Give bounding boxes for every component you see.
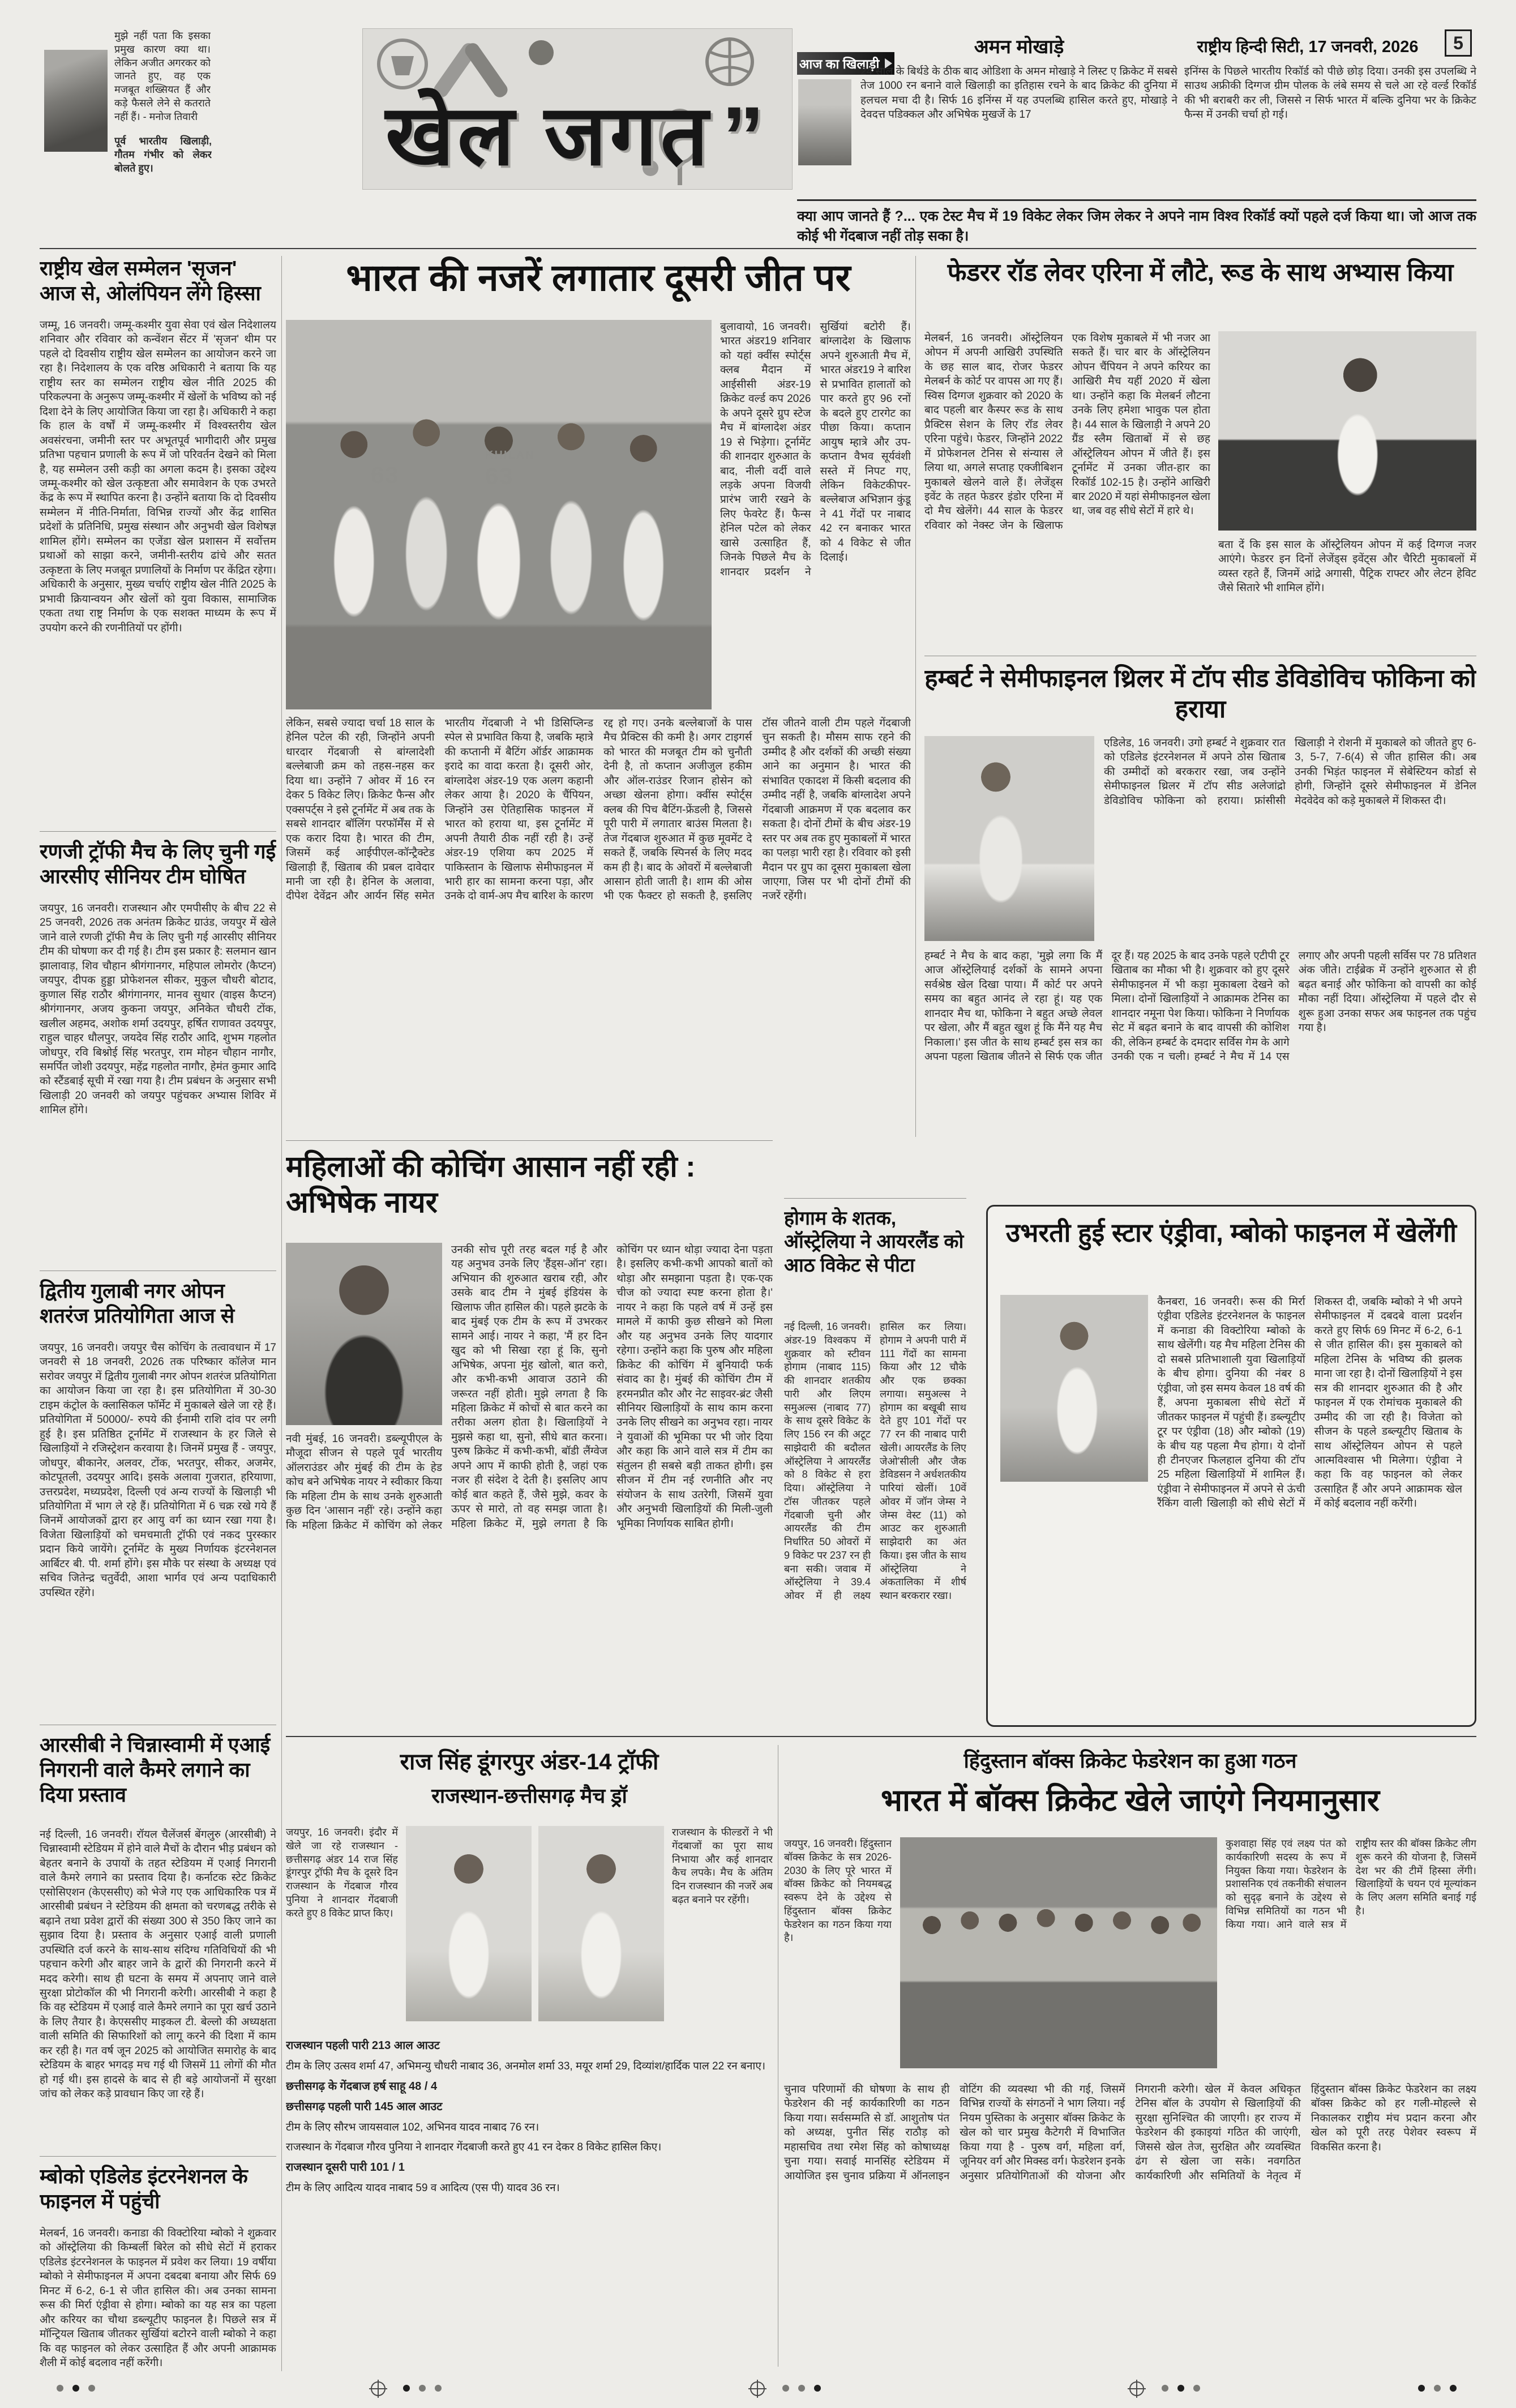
score-line: टीम के लिए सौरभ जायसवाल 102, अभिनव यादव नाबाद 76 रन। [286, 2122, 539, 2133]
football-pentagon-icon [391, 56, 414, 75]
divider [784, 1198, 966, 1199]
u14-body-left: जयपुर, 16 जनवरी। इंदौर में खेले जा रहे राजस्थान - छत्तीसगढ़ अंडर 14 राज सिंह डूंगरपुर ट्रॉफी मैच के दूसरे दिन राजस्थान के गेंदबाज गौरव पुनिया ने शानदार गेंदबाजी करते हुए 8 विकेट प्राप्त किए। [286, 1827, 398, 1919]
column-rule [915, 256, 916, 1137]
score-line: छत्तीसगढ़ के गेंदबाज हर्ष साहू 48 / 4 [286, 2080, 438, 2093]
federer-body-1: मेलबर्न, 16 जनवरी। ऑस्ट्रेलियन ओपन में अपनी आखिरी उपस्थिति के छह साल बाद, रोजर फेडरर मेलबर्न के कोर्ट पर वापस आ गए हैं। स्विस दिग्गज शुक्रवार को 2020 के बाद पहली बार कैस्पर रूड के साथ प्रैक्टिस सेशन के लिए रॉड लेवर एरिना पहुंचे। फेडरर, जिन्होंने 2022 में प्रोफेशनल टेनिस से संन्यास ले लिया था, अगले सप्ताह एक्जीबिशन मुकाबले खेलने वाले हैं। लेजेंड्स इवेंट के तहत फेडरर इंडोर एरिना में दो मैच खेलेंगे। 44 साल के फेडरर रविवार को नेक्स्ट जेन के खिलाफ एक विशेष मुकाबले में भी नजर आ सकते हैं। चार बार के ऑस्ट्रेलियन ओपन चैंपियन ने अपने करियर का आखिरी मैच यहीं 2020 में खेला था। उन्होंने कहा कि मेलबर्न लौटना उनके लिए हमेशा भावुक पल होता है। 44 साल के खिलाड़ी ने अपने 20 ग्रैंड स्लैम खिताबों में से छह ऑस्ट्रेलियन ओपन में जीते हैं। इस टूर्नामेंट में उनका जीत-हार का रिकॉर्ड 102-15 है। उन्होंने आखिरी बार 2020 में यहां सेमीफाइनल खेला था, जब वह सीधे सेटों में हारे थे। [924, 332, 1210, 532]
score-line: राजस्थान के गेंदबाज गौरव पुनिया ने शानदार गेंदबाजी करते हुए 41 रन देकर 8 विकेट हासिल किए। [286, 2141, 662, 2154]
print-marks [1418, 2385, 1457, 2392]
federer-body-2: बता दें कि इस साल के ऑस्ट्रेलियन ओपन में कई दिग्गज नजर आएंगे। फेडरर इन दिनों लेजेंड्स इवेंट्स और चैरिटी मुकाबलों में व्यस्त रहते हैं, जिनमें आंद्रे अगासी, पैट्रिक राफ्टर और लेटन हेविट जैसे सितारे भी शामिल होंगे। [1218, 539, 1476, 594]
boxcricket-headline: भारत में बॉक्स क्रिकेट खेले जाएंगे नियमानुसार [881, 1783, 1380, 1817]
score-line: राजस्थान पहली पारी 213 आल आउट [286, 2039, 440, 2052]
u14-headline-1: राज सिंह डूंगरपुर अंडर-14 ट्रॉफी [400, 1750, 659, 1774]
andreeva-box [986, 1205, 1476, 1727]
registration-mark-icon [371, 2381, 386, 2396]
print-marks [57, 2385, 95, 2392]
humbert-body-1: एडिलेड, 16 जनवरी। उगो हम्बर्ट ने शुक्रवार रात को एडिलेड इंटरनेशनल में अपने ठोस खिताब की उम्मीदों को बरकरार रखा, जब उन्होंने सेमीफाइनल थ्रिलर में टॉप सीड अलेजांद्रो डेविडोविच फोकिना को हराया। फ्रांसीसी खिलाड़ी ने रोशनी में मुकाबले को जीतते हुए 6-3, 5-7, 7-6(4) से जीत हासिल की। अब उनकी भिड़ंत फाइनल में सेबेस्टियन कोर्डा से होगी, जिन्होंने दूसरे सेमीफाइनल में डेनिल मेदवेदेव को कड़े मुकाबले में शिकस्त दी। [1104, 737, 1476, 807]
left-article-1-body: जम्मू, 16 जनवरी। जम्मू-कश्मीर युवा सेवा एवं खेल निदेशालय शनिवार और रविवार को कन्वेंशन सेंटर में 'सृजन' थीम पर पहले दो दिवसीय राष्ट्रीय खेल सम्मेलन का आयोजन करने जा रहा है। निदेशालय के एक वरिष्ठ अधिकारी ने बताया कि यह राष्ट्रीय स्तर का सम्मेलन राष्ट्रीय खेल नीति 2025 की परिकल्पना के अनुरूप जम्मू-कश्मीर में खेलों के भविष्य को नई दिशा देने के लिए आयोजित किया जा रहा है। अधिकारी ने कहा कि हाल के वर्षों में जम्मू-कश्मीर में विश्वस्तरीय खेल अवसंरचना, जमीनी स्तर पर अभूतपूर्व भागीदारी और प्रमुख प्रतिभा पहचान प्रणाली के रूप में जो परिवर्तन देखने को मिला है, यह सम्मेलन उसी कड़ी का अगला कदम है। इसका उद्देश्य जम्मू-कश्मीर को खेल उत्कृष्टता और समावेशन के एक उभरते केंद्र के रूप में स्थापित करना है। उन्होंने बताया कि दो दिवसीय सम्मेलन में नीति-निर्माता, विभिन्न राज्यों और केंद्र शासित प्रदेशों के प्रतिनिधि, प्रमुख संस्थान और अनुभवी खेल विशेषज्ञ शामिल होंगे। सम्मेलन का एजेंडा खेल प्रशासन में सर्वोत्तम प्रथाओं को साझा करने, जमीनी-स्तरीय ढांचे और सतत उत्कृष्टता के लिए मजबूत प्रणालियों के निर्माण पर केंद्रित रहेगा। अधिकारी के अनुसार, मुख्य चर्चाएं राष्ट्रीय खेल नीति 2025 के प्रभावी क्रियान्वयन और खेलों को युवा विकास, सामाजिक एकता तथा राष्ट्र निर्माण के एक सशक्त माध्यम के रूप में उपयोग करने की रणनीतियों पर होंगी। [40, 319, 276, 634]
print-marks [782, 2385, 821, 2392]
andreeva-headline: उभरती हुई स्टार एंड्रीवा, म्बोको फाइनल में खेलेंगी [1005, 1218, 1457, 1247]
jersey-number: 63 [371, 461, 400, 488]
andreeva-photo [1000, 1295, 1148, 1482]
andreeva-body [1000, 1295, 1462, 1696]
boxcricket-body-2: कुशवाहा सिंह एवं लक्ष्य पंत को कार्यकारिणी सदस्य के रूप में नियुक्त किया गया। फेडरेशन के प्रशासनिक एवं तकनीकी संचालन को सुदृढ़ बनाने के उद्देश्य से विभिन्न समितियों का गठन भी किया गया। आने वाले सत्र में राष्ट्रीय स्तर की बॉक्स क्रिकेट लीग शुरू करने की योजना है, जिसमें देश भर की टीमें हिस्सा लेंगी। खिलाड़ियों के चयन एवं मूल्यांकन के लिए अलग समिति बनाई गई है। [1226, 1838, 1476, 1930]
score-line: टीम के लिए आदित्य यादव नाबाद 59 व आदित्य (एस पी) यादव 36 रन। [286, 2182, 560, 2195]
lead-body-bottom: लेकिन, सबसे ज्यादा चर्चा 18 साल के हेनिल पटेल की रही, जिन्होंने अपनी धारदार गेंदबाजी से बांग्लादेशी बल्लेबाजी क्रम को तहस-नहस कर दिया था। उन्होंने 7 ओवर में 16 रन देकर 5 विकेट लिए। क्रिकेट फैन्स और एक्सपर्ट्स ने इसे टूर्नामेंट में अब तक के सबसे शानदार बॉलिंग परफॉर्मेंस में से एक करार दिया है। भारत की टीम, जिसमें कई आईपीएल-कॉन्ट्रैक्टेड खिलाड़ी हैं, खिताब की प्रबल दावेदार मानी जा रही है। हेनिल के अलावा, दीपेश देवेंद्रन और आर्यन सिंह समेत भारतीय गेंदबाजी ने भी डिसिप्लिन्ड स्पेल से प्रभावित किया है, जबकि म्हात्रे की कप्तानी में बैटिंग ऑर्डर आक्रामक इरादे का वादा करता है। दूसरी ओर, बांग्लादेश अंडर-19 एक अलग कहानी लेकर आया है। 2020 के चैंपियन, जिन्होंने उस ऐतिहासिक फाइनल में भारत को हराया था, इस टूर्नामेंट में अपनी तैयारी ठीक नहीं रही है। उन्हें अंडर-19 एशिया कप 2025 में पाकिस्तान के खिलाफ सेमीफाइनल में भारी हार का सामना करना पड़ा, और उनके दो वार्म-अप मैच बारिश के कारण रद्द हो गए। उनके बल्लेबाजों के पास मैच प्रैक्टिस की कमी है। अगर टाइगर्स को भारत की मजबूत टीम को चुनौती देनी है, तो कप्तान अजीजुल हकीम और ऑल-राउंडर रिजान होसेन को अच्छा खेलना होगा। क्वींस स्पोर्ट्स क्लब की पिच बैटिंग-फ्रेंडली है, जिससे पूरी पारी में लगातार बाउंस मिलता है। तेज गेंदबाज शुरुआत में कुछ मूवमेंट दे सकते हैं, जबकि स्पिनर्स के लिए मदद कम ही है। बाद के ओवरों में बल्लेबाजी आसान होती जाती है। शाम की ओस भी एक फैक्टर हो सकती है, इसलिए टॉस जीतने वाली टीम पहले गेंदबाजी चुन सकती है। मौसम साफ रहने की उम्मीद है और दर्शकों की अच्छी संख्या आने का अनुमान है। भारत की संभावित एकादश में किसी बदलाव की उम्मीद नहीं है, जबकि बांग्लादेश अपने गेंदबाजी आक्रमण में एक बदलाव कर सकता है। दोनों टीमों के बीच अंडर-19 स्तर पर अब तक हुए मुकाबलों में भारत का पलड़ा भारी रहा है। रविवार को इसी मैदान पर ग्रुप का दूसरा मुकाबला खेला जाएगा, जिस पर भी दोनों टीमों की नजरें रहेंगी। [286, 717, 911, 903]
player-of-day-text-1: 24 साल के बिर्थडे के ठीक बाद ओडिशा के अमन मोखाड़े ने लिस्ट ए क्रिकेट में सबसे तेज 1000 रन बनाने वाले खिलाड़ी का इतिहास रचने के बाद क्रिकेट की दुनिया में हलचल मचा दी है। सिर्फ 16 इनिंग्स में यह उपलब्धि हासिल करते हुए, मोखाड़े ने देवदत्त पडिक्कल और अभिषेक मुखर्जे के 17 [860, 66, 1177, 121]
u14-photo-1 [406, 1826, 532, 2021]
quote-speaker-photo [44, 50, 108, 152]
registration-mark-icon [750, 2381, 765, 2396]
score-line: छत्तीसगढ़ पहली पारी 145 आल आउट [286, 2101, 443, 2114]
section-rule [286, 1736, 1476, 1737]
did-you-know: क्या आप जानते हैं ?... एक टेस्ट मैच में 19 विकेट लेकर जिम लेकर ने अपने नाम विश्व रिकॉर्ड क्यों पहले दर्ज किया था। जो आज तक कोई भी गेंदबाज नहीं तोड़ सका है। [797, 199, 1476, 247]
federer-photo [1218, 331, 1476, 531]
u14-body-right: राजस्थान के फील्डरों ने भी गेंदबाजों का पूरा साथ निभाया और कई शानदार कैच लपके। मैच के अंतिम दिन राजस्थान की नजरें अब बढ़त बनाने पर रहेंगी। [672, 1827, 773, 1905]
boxcricket-body-3: चुनाव परिणामों की घोषणा के साथ ही फेडरेशन की नई कार्यकारिणी का गठन किया गया। सर्वसम्मति से डॉ. आशुतोष पंत को अध्यक्ष, पुनीत सिंह राठौड़ को महासचिव तथा रमेश सिंह को कोषाध्यक्ष चुना गया। सवाई मानसिंह स्टेडियम में आयोजित इस चुनाव प्रक्रिया में ऑनलाइन वोटिंग की व्यवस्था भी की गई, जिसमें विभिन्न राज्यों के संगठनों ने भाग लिया। नई नियम पुस्तिका के अनुसार बॉक्स क्रिकेट के खेल को चार प्रमुख कैटेगरी में विभाजित किया गया है - पुरुष वर्ग, महिला वर्ग, जूनियर वर्ग और मिक्स्ड वर्ग। फेडरेशन इनके अनुसार प्रतियोगिताओं की योजना और निगरानी करेगी। खेल में केवल अधिकृत टेनिस बॉल के उपयोग से खिलाड़ियों की सुरक्षा सुनिश्चित की जाएगी। हर राज्य में फेडरेशन की इकाइयां गठित की जाएंगी, जिससे खेल तेज, सुरक्षित और व्यवस्थित ढंग से खेला जा सके। नवगठित कार्यकारिणी और समितियों के नेतृत्व में हिंदुस्तान बॉक्स क्रिकेट फेडरेशन का लक्ष्य बॉक्स क्रिकेट को हर गली-मोहल्ले से निकालकर राष्ट्रीय मंच प्रदान करना और खेल को पूरी तरह पेशेवर स्वरूप में विकसित करना है। [784, 2084, 1476, 2182]
left-article-3-body: जयपुर, 16 जनवरी। जयपुर चैस कोचिंग के तत्वावधान में 17 जनवरी से 18 जनवरी, 2026 तक परिष्कार कॉलेज मान सरोवर जयपुर में द्वितीय गुलाबी नगर ओपन शतरंज प्रतियोगिता का आयोजन किया जा रहा है। इस प्रतियोगिता में 30-30 टाइम कंट्रोल के क्लासिकल फॉर्मेट में मुकाबले खेले जा रहे हैं। प्रतियोगिता में 50000/- रुपये की ईनामी राशि दांव पर लगी हुई है। इस प्रतिष्ठित टूर्नामेंट में राजस्थान के हर जिले से खिलाड़ियों ने रजिस्ट्रेशन करवाया है। जिनमें प्रमुख हैं - जयपुर, जोधपुर, बीकानेर, अलवर, टोंक, भरतपुर, सीकर, अजमेर, कोटपूतली, उदयपुर आदि। इसके अलावा गुजरात, हरियाणा, उत्तरप्रदेश, मध्यप्रदेश, दिल्ली एवं अन्य राज्यों के खिलाड़ी भी प्रतियोगिता में भाग ले रहे हैं। प्रतियोगिता में 6 चक्र रखे गये हैं जिनमें आयोजकों द्वारा हर आयु वर्ग का ध्यान रखा गया है। विजेता खिलाड़ियों को चमचमाती ट्रॉफी एवं नकद पुरस्कार प्रदान किये जायेंगे। टूर्नामेंट के मुख्य निर्णायक इंटरनेशनल आर्बिटर बी. पी. शर्मा होंगे। इस मौके पर संस्था के अध्यक्ष एवं सचिव जितेन्द्र चतुर्वेदी, आशा भार्गव एवं अन्य पदाधिकारी उपस्थित रहेंगे। [40, 1342, 276, 1599]
humbert-headline: हम्बर्ट ने सेमीफाइनल थ्रिलर में टॉप सीड डेविडोविच फोकिना को हराया [924, 665, 1476, 723]
boxcricket-kicker: हिंदुस्तान बॉक्स क्रिकेट फेडरेशन का हुआ गठन [963, 1749, 1297, 1772]
left-article-2-body: जयपुर, 16 जनवरी। राजस्थान और एमपीसीए के बीच 22 से 25 जनवरी, 2026 तक अनंतम क्रिकेट ग्राउंड, जयपुर में खेले जाने वाले रणजी ट्रॉफी मैच के लिए चुनी गई आरसीए सीनियर टीम की घोषणा कर दी गई है। टीम इस प्रकार है: सलमान खान झालावाड़, शिव चौहान श्रीगंगानगर, महिपाल लोमरोर (कैप्टन) जयपुर, दीपक हुड्डा प्रोफेशनल सीकर, मुकुल चौधरी बोटाद, कुणाल सिंह राठौर श्रीगंगानगर, मानव सुथार (वाइस कैप्टन) श्रीगंगानगर, अजय कुकना जयपुर, अनिकेत चौधरी टोंक, खलील अहमद, अशोक शर्मा उदयपुर, हर्षित राणावत उदयपुर, राहुल चाहर धौलपुर, जयदेव सिंह राठौर आदि, शुभम गहलोत जोधपुर, रवि बिश्नोई सिंह भरतपुर, राम मोहन चौहान नागौर, समर्पित जोशी उदयपुर, महेंद्र गहलोत नागौर, हेमंत कुमार आदि को स्टैंडबाई सूची में रखा गया है। टीम प्रबंधन के अनुसार सभी खिलाड़ी 20 जनवरी को जयपुर पहुंचकर अभ्यास शिविर में शामिल होंगे। [40, 903, 276, 1117]
masthead [362, 28, 793, 190]
u14-headline-2: राजस्थान-छत्तीसगढ़ मैच ड्रॉ [431, 1784, 627, 1807]
lead-body-side: बुलावायो, 16 जनवरी। भारत अंडर19 शनिवार को यहां क्वींस स्पोर्ट्स क्लब मैदान में आईसीसी अंडर-19 क्रिकेट वर्ल्ड कप 2026 के अपने दूसरे ग्रुप स्टेज मैच में बांग्लादेश अंडर 19 से भिड़ेगा। टूर्नामेंट की शानदार शुरुआत के बाद, नीली वर्दी वाले लड़के अपना विजयी प्रारंभ जारी रखने के लिए फेवरेट हैं। फैन्स हेनिल पटेल को लेकर खासे उत्साहित हैं, जिनके पिछले मैच के शानदार प्रदर्शन ने सुर्खियां बटोरी हैं। बांग्लादेश के खिलाफ अपने शुरुआती मैच में, भारत अंडर19 ने बारिश से प्रभावित हालातों को पार करते हुए 96 रनों के बदले हुए टारगेट का पीछा किया। कप्तान आयुष म्हात्रे और उप-कप्तान वैभव सूर्यवंशी सस्ते में निपट गए, लेकिन विकेटकीपर-बल्लेबाज अभिज्ञान कुंडू ने 41 गेंदों पर नाबाद 42 रन बनाकर भारत को 4 विकेट से जीत दिलाई। [720, 321, 911, 578]
left-article-1-headline: राष्ट्रीय खेल सम्मेलन 'सृजन' आज से, ओलंपियन लेंगे हिस्सा [40, 256, 261, 305]
column-rule [281, 256, 282, 2371]
left-article-4-body: नई दिल्ली, 16 जनवरी। रॉयल चैलेंजर्स बेंगलुरु (आरसीबी) ने चिन्नास्वामी स्टेडियम में होने वाले मैचों के दौरान भीड़ प्रबंधन को बेहतर बनाने के उपायों के तहत स्टेडियम में एआई निगरानी वाले कैमरे लगाने का प्रस्ताव दिया है। कर्नाटक स्टेट क्रिकेट एसोसिएशन (केएससीए) को भेजे गए एक आधिकारिक पत्र में आरसीबी प्रबंधन ने स्टेडियम की क्षमता को चरणबद्ध तरीके से बढ़ाने तथा प्रवेश द्वारों की संख्या 300 से 350 किए जाने का सुझाव दिया है। प्रस्ताव के अनुसार एआई वाली प्रणाली उपस्थिति दर्ज करने के साथ-साथ संदिग्ध गतिविधियों की भी पहचान करेगी और बाहर जाने के द्वारों की निगरानी करने में मदद करेगी। साथ ही घटना के समय में अपनाए जाने वाले सुरक्षा प्रोटोकॉल की भी निगरानी करेगी। आरसीबी ने कहा है कि वह स्टेडियम में एआई वाले कैमरे लगाने का पूरा खर्च उठाने के लिए तैयार है। केएससीए माइकल टी. बेल्लो की अध्यक्षता वाली समिति की सिफारिशों को लागू करने की दिशा में काम कर रही है। गत वर्ष जून 2025 को आयोजित समारोह के बाद स्टेडियम के बाहर भगदड़ मच गई थी जिसमें 11 लोगों की मौत हो गई थी। इस हादसे के बाद से ही बड़े आयोजनों में सुरक्षा जांच को लेकर कड़े प्रावधान किए जा रहे हैं। [40, 1829, 276, 2101]
left-article-5-body: मेलबर्न, 16 जनवरी। कनाडा की विक्टोरिया म्बोको ने शुक्रवार को ऑस्ट्रेलिया की किम्बर्ली बिरेल को सीधे सेटों में हराकर एडिलेड इंटरनेशनल के फाइनल में प्रवेश कर लिया। 19 वर्षीया म्बोको ने सेमीफाइनल में अपना दबदबा बनाया और सिर्फ 69 मिनट में 6-2, 6-1 से जीत हासिल की। अब उनका सामना रूस की मिर्रा एंड्रीवा से होगा। म्बोको का यह सत्र का पहला और करियर का चौथा डब्ल्यूटीए फाइनल है। पिछले सत्र में मॉन्ट्रियल खिताब जीतकर सुर्खियां बटोरने वाली म्बोको ने कहा कि वह फाइनल को लेकर उत्साहित हैं और अपनी आक्रामक शैली में कोई बदलाव नहीं करेंगी। [40, 2227, 276, 2369]
jersey-number: 63 [485, 463, 514, 489]
edition-line: राष्ट्रीय हिन्दी सिटी, 17 जनवरी, 2026 [1197, 38, 1419, 56]
player-of-day-text-2: इनिंग्स के पिछले भारतीय रिकॉर्ड को पीछे छोड़ दिया। उनकी इस उपलब्धि ने साउथ अफ्रीकी दिग्गज ग्रीम पोलक के लंबे समय से चले आ रहे वर्ल्ड रिकॉर्ड की भी बराबरी कर ली, जिससे न सिर्फ भारत में बल्कि दुनिया भर के क्रिकेट फैन्स में उनकी चर्चा हो गई। [1184, 66, 1476, 121]
player-of-day-label: आज का खिलाड़ी [799, 57, 880, 71]
nayar-headline: महिलाओं की कोचिंग आसान नहीं रही : अभिषेक नायर [286, 1150, 696, 1220]
nayar-body [286, 1243, 773, 1725]
player-of-day-photo [798, 79, 851, 165]
jersey-name: KHILAN [485, 449, 535, 461]
divider [40, 2156, 276, 2157]
humbert-body-2: हम्बर्ट ने मैच के बाद कहा, 'मुझे लगा कि मैं आज ऑस्ट्रेलियाई दर्शकों के सामने अपना सर्वश्रेष्ठ खेल दिखा पाया। मैं कोर्ट पर अपने समय का बहुत आनंद ले रहा हूं। यह एक शानदार मैच था, फोकिना ने बहुत अच्छे लेवल पर खेला, और मैं बहुत खुश हूं कि मैंने यह मैच निकाला।' इस जीत के साथ हम्बर्ट इस सत्र का अपना पहला खिताब जीतने से सिर्फ एक जीत दूर हैं। यह 2025 के बाद उनके पहले एटीपी टूर खिताब का मौका भी है। शुक्रवार को हुए दूसरे सेमीफाइनल में भी कड़ा मुकाबला देखने को मिला। दोनों खिलाड़ियों ने आक्रामक टेनिस का शानदार नमूना पेश किया। फोकिना ने निर्णायक सेट में बढ़त बनाने के बाद वापसी की कोशिश की, लेकिन हम्बर्ट के दमदार सर्विस गेम के आगे उनकी एक न चली। हम्बर्ट ने मैच में 14 एस लगाए और अपनी पहली सर्विस पर 78 प्रतिशत अंक जीते। टाईब्रेक में उन्होंने शुरुआत से ही बढ़त बनाई और फोकिना को वापसी का कोई मौका नहीं दिया। ऑस्ट्रेलिया में पहले दौर से शुरू हुआ उनका सफर अब फाइनल तक पहुंच गया है। [924, 950, 1476, 1063]
federer-headline: फेडरर रॉड लेवर एरिना में लौटे, रूड के साथ अभ्यास किया [947, 259, 1454, 286]
masthead-title: खेल जगत ” [386, 94, 768, 179]
pull-quote: मुझे नहीं पता कि इसका प्रमुख कारण क्या था। लेकिन अजीत अगरकर को जानते हुए, वह एक मजबूत शख्सियत हैं और कड़े फैसले लेने से कतराते नहीं हैं। - मनोज तिवारी [114, 30, 211, 122]
print-marks [1162, 2385, 1200, 2392]
cricket-ball-icon [529, 40, 554, 65]
nayar-body-text: नवी मुंबई, 16 जनवरी। डब्ल्यूपीएल के मौजूदा सीजन से पहले पूर्व भारतीय ऑलराउंडर और मुंबई की टीम के हेड कोच बने अभिषेक नायर ने स्वीकार किया कि महिला टीम के साथ उनके शुरुआती कुछ दिन 'आसान नहीं' रहे। उन्होंने कहा कि महिला क्रिकेट में कोचिंग को लेकर उनकी सोच पूरी तरह बदल गई है और यह अनुभव उनके लिए 'हैंड्स-ऑन' रहा। अभियान की शुरुआत खराब रही, और उसके बाद टीम ने मुंबई इंडियंस के खिलाफ जीत हासिल की। पहले झटके के बाद मुंबई एक टीम के रूप में उभरकर सामने आई। नायर ने कहा, 'मैं हर दिन खुद को भी सिखा रहा हूं कि, सुनो अभिषेक, अपना मुंह खोलो, बात करो, और कभी-कभी आवाज उठाने की जरूरत नहीं होती। मुझे लगता है कि महिला क्रिकेट में कोचों से बात करने का तरीका अलग होता है। खिलाड़ियों ने मुझसे कहा था, सुनो, सीधे बात करना। पुरुष क्रिकेट में कभी-कभी, बॉडी लैंग्वेज अपने आप में काफी होती है, जहां एक नजर ही संदेश दे देती है। इसलिए आप कोई बात कहते हैं, जैसे मुझे, कवर के ऊपर से मारो, तो वह समझ जाता है। महिला क्रिकेट में, मुझे लगता है कि कोचिंग पर ध्यान थोड़ा ज्यादा देना पड़ता है। इसलिए कभी-कभी आपको बातों को थोड़ा और समझाना पड़ता है। एक-एक चीज को ज्यादा स्पष्ट करना होता है।' नायर ने कहा कि पहले वर्ष में उन्हें इस मामले में काफी कुछ सीखने को मिला और यह अनुभव उनके लिए यादगार रहेगा। उन्होंने कहा कि पुरुष और महिला क्रिकेट की कोचिंग में बुनियादी फर्क संवाद का है। मुंबई की कोचिंग टीम में हरमनप्रीत कौर और नेट साइवर-ब्रंट जैसी सीनियर खिलाड़ियों के साथ काम करना उनके लिए सीखने का अनुभव रहा। नायर ने युवाओं की भूमिका पर भी जोर दिया और कहा कि आने वाले सत्र में टीम का संतुलन ही सबसे बड़ी ताकत होगी। इस सीजन में टीम नई रणनीति और नए संयोजन के साथ उतरेगी, जिसमें युवा और अनुभवी खिलाड़ियों की मिली-जुली भूमिका निर्णायक साबित होगी। [286, 1244, 773, 1532]
left-article-4-headline: आरसीबी ने चिन्नास्वामी में एआई निगरानी वाले कैमरे लगाने का दिया प्रस्ताव [40, 1733, 271, 1806]
pull-quote-caption: पूर्व भारतीय खिलाड़ी, गौतम गंभीर को लेकर बोलते हुए। [114, 135, 212, 174]
divider [40, 831, 276, 832]
hogam-body: नई दिल्ली, 16 जनवरी। अंडर-19 विश्वकप में शुक्रवार को स्टीवन होगाम (नाबाद 115) की शानदार शतकीय पारी और लिएम समुअल्स (नाबाद 77) के साथ दूसरे विकेट के लिए 156 रन की अटूट साझेदारी की बदौलत ऑस्ट्रेलिया ने आयरलैंड को 8 विकेट से हरा दिया। ऑस्ट्रेलिया ने टॉस जीतकर पहले गेंदबाजी चुनी और आयरलैंड की टीम निर्धारित 50 ओवरों में 9 विकेट पर 237 रन ही बना सकी। जवाब में ऑस्ट्रेलिया ने 39.4 ओवर में ही लक्ष्य हासिल कर लिया। होगाम ने अपनी पारी में 111 गेंदों का सामना किया और 12 चौके और एक छक्का लगाया। समुअल्स ने होगाम का बखूबी साथ देते हुए 101 गेंदों पर 77 रन की नाबाद पारी खेली। आयरलैंड के लिए जेओ'सीली और जैक डेविडसन ने अर्धशतकीय पारियां खेलीं। 10वें ओवर में जॉन जेम्स ने जेम्स वेस्ट (11) को आउट कर शुरुआती साझेदारी का अंत किया। इस जीत के साथ ऑस्ट्रेलिया ने अंकतालिका में शीर्ष स्थान बरकरार रखा। [784, 1321, 966, 1601]
andreeva-body-text: कैनबरा, 16 जनवरी। रूस की मिर्रा एंड्रीवा एडिलेड इंटरनेशनल के फाइनल में कनाडा की विक्टोरिया म्बोको के साथ खेलेंगी। यह मैच महिला टेनिस की दो सबसे प्रतिभाशाली युवा खिलाड़ियों के बीच होगा। दुनिया की नंबर 8 एंड्रीवा, जो इस समय केवल 18 वर्ष की हैं, अपना मुकाबला सीधे सेटों में जीतकर फाइनल में पहुंची हैं। डब्ल्यूटीए टूर पर एंड्रीवा (18) और म्बोको (19) के बीच यह पहला मैच होगा। ये दोनों ही टीनएजर फिलहाल दुनिया की टॉप 25 महिला खिलाड़ियों में शामिल हैं। एंड्रीवा ने सेमीफाइनल में अपने से ऊंची रैंकिंग वाली खिलाड़ी को सीधे सेटों में शिकस्त दी, जबकि म्बोको ने भी अपने सेमीफाइनल में दबदबे वाला प्रदर्शन करते हुए सिर्फ 69 मिनट में 6-2, 6-1 से जीत हासिल की। इस मुकाबले को महिला टेनिस के भविष्य की झलक माना जा रहा है। दोनों खिलाड़ियों ने इस सत्र की शानदार शुरुआत की है और फाइनल में एक रोमांचक मुकाबले की उम्मीद की जा रही है। विजेता को सीजन के पहले डब्ल्यूटीए खिताब के साथ ऑस्ट्रेलियन ओपन से पहले आत्मविश्वास भी मिलेगा। एंड्रीवा ने कहा कि वह फाइनल को लेकर उत्साहित हैं और अपने आक्रामक खेल में कोई बदलाव नहीं करेंगी। [1157, 1296, 1462, 1510]
nayar-photo [286, 1243, 442, 1425]
boxcricket-body-1: जयपुर, 16 जनवरी। हिंदुस्तान बॉक्स क्रिकेट के सत्र 2026-2030 के लिए पूरे भारत में बॉक्स क्रिकेट को नियमबद्ध स्वरूप देने के उद्देश्य से हिंदुस्तान बॉक्स क्रिकेट फेडरेशन का गठन किया गया है। [784, 1838, 892, 1944]
left-article-5-headline: म्बोको एडिलेड इंटरनेशनल के फाइनल में पहुंची [40, 2165, 248, 2213]
humbert-photo [924, 736, 1094, 941]
registration-mark-icon [1129, 2381, 1144, 2396]
boxcricket-group-photo [900, 1837, 1217, 2068]
score-line: टीम के लिए उत्सव शर्मा 47, अभिमन्यु चौधरी नाबाद 36, अनमोल शर्मा 33, मयूर शर्मा 29, दिव्यांश/हार्दिक पाल 22 रन बनाए। [286, 2060, 766, 2072]
player-of-day-name: अमन मोखाड़े [974, 36, 1064, 58]
u14-scorecard [286, 2038, 773, 2367]
lead-photo [286, 320, 712, 709]
page-number: 5 [1445, 29, 1472, 57]
hogam-headline: होगाम के शतक, ऑस्ट्रेलिया ने आयरलैंड को आठ विकेट से पीटा [784, 1208, 964, 1276]
print-marks [403, 2385, 442, 2392]
left-article-2-headline: रणजी ट्रॉफी मैच के लिए चुनी गई आरसीए सीनियर टीम घोषित [40, 840, 276, 888]
u14-photo-2 [538, 1826, 664, 2021]
score-line: राजस्थान दूसरी पारी 101 / 1 [286, 2161, 405, 2174]
left-article-3-headline: द्वितीय गुलाबी नगर ओपन शतरंज प्रतियोगिता आज से [40, 1279, 235, 1327]
header-rule [40, 248, 1476, 249]
lead-headline: भारत की नजरें लगातार दूसरी जीत पर [346, 256, 851, 298]
divider [286, 1140, 773, 1141]
